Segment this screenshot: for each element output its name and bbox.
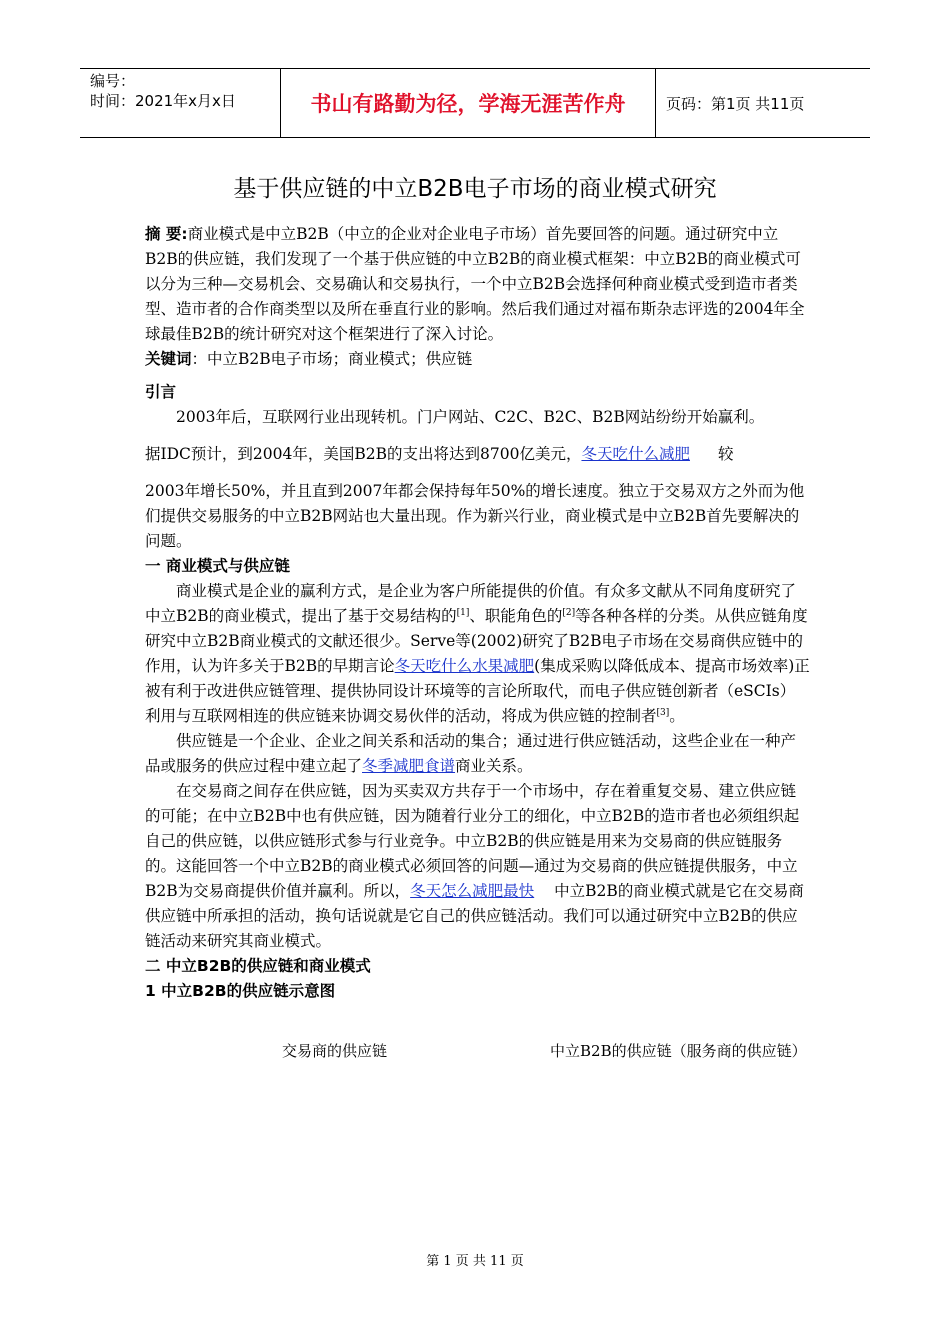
number-label: 编号：	[90, 72, 136, 90]
section1-paragraph-2	[145, 729, 810, 779]
keywords	[145, 347, 810, 372]
ref-3: [3]	[656, 707, 670, 718]
intro-heading: 引言	[145, 383, 177, 401]
diagram-label-b2b-chain: 中立B2B的供应链（服务商的供应链）	[550, 1042, 807, 1060]
ref-2: [2]	[562, 607, 576, 618]
ref-1: [1]	[456, 607, 470, 618]
diagram-label-trader-chain: 交易商的供应链	[282, 1042, 388, 1060]
document-title: 基于供应链的中立B2B电子市场的商业模式研究	[233, 176, 717, 202]
s1p3-b: 中立B2B的商业模式就是它在交易商供应链中所承担的活动，换句话说就是它自己的供应链活动。我们可以通过研究中立B2B的供应链活动来研究其商业模式。	[145, 882, 804, 950]
link-winter-fast-diet[interactable]: 冬天怎么减肥最快	[410, 882, 535, 900]
header-left	[80, 69, 280, 137]
abstract	[145, 222, 810, 347]
intro-paragraph-2	[145, 442, 810, 467]
keywords-label: 关键词	[145, 350, 192, 368]
s1p1-b: 、职能角色的	[469, 607, 563, 625]
s1p3-a: 在交易商之间存在供应链，因为买卖双方共存于一个市场中，存在着重复交易、建立供应链的可能；在中立B2B中也有供应链，因为随着行业分工的细化，中立B2B的造市者也必须组织起自己的供应链，以供应链形式参与行业竞争。中立B2B的供应链是用来为交易商的供应链服务的。这能回答一个中立B2B的商业模式必须回答的问题—通过为交易商的供应链提供服务，中立B2B为交易商提供价值并赢利。所以，	[145, 782, 800, 900]
motto: 书山有路勤为径，学海无涯苦作舟	[280, 69, 656, 137]
intro-paragraph-1: 2003年后，互联网行业出现转机。门户网站、C2C、B2C、B2B网站纷纷开始赢利。	[176, 408, 765, 426]
intro-paragraph-3: 2003年增长50%，并且直到2007年都会保持每年50%的增长速度。独立于交易双方之外而为他们提供交易服务的中立B2B网站也大量出现。作为新兴行业，商业模式是中立B2B首先要解决的问题。	[145, 482, 805, 550]
section2-heading: 二 中立B2B的供应链和商业模式	[145, 957, 371, 975]
document-body	[145, 222, 810, 1004]
link-winter-recipe[interactable]: 冬季减肥食谱	[362, 757, 456, 775]
s1p1-c: 等各种各样的分类。从供应链角度研究中立B2B商业模式的文献还很少。Serve等(2002)研究了B2B电子市场在交易商供应链中的作用，认为许多关于B2B的早期言论	[145, 607, 808, 675]
page-footer: 第 1 页 共 11 页	[426, 1254, 524, 1269]
date-label: 时间：2021年x月x日	[90, 92, 236, 110]
link-winter-fruit-diet[interactable]: 冬天吃什么水果减肥	[394, 657, 535, 675]
page-header	[80, 68, 870, 138]
intro-p2-tail: 较	[717, 445, 734, 463]
link-winter-diet[interactable]: 冬天吃什么减肥	[581, 445, 690, 463]
section2-sub1-heading: 1 中立B2B的供应链示意图	[145, 982, 336, 1000]
s1p2-b: 商业关系。	[455, 757, 533, 775]
s1p2-a: 供应链是一个企业、企业之间关系和活动的集合；通过进行供应链活动，这些企业在一种产品或服务的供应过程中建立起了	[145, 732, 797, 775]
abstract-text: 商业模式是中立B2B（中立的企业对企业电子市场）首先要回答的问题。通过研究中立B2B的供应链，我们发现了一个基于供应链的中立B2B的商业模式框架：中立B2B的商业模式可以分为三种—交易机会、交易确认和交易执行，一个中立B2B会选择何种商业模式受到造市者类型、造市者的合作商类型以及所在垂直行业的影响。然后我们通过对福布斯杂志评选的2004年全球最佳B2B的统计研究对这个框架进行了深入讨论。	[145, 225, 805, 343]
s1p1-d: (集成采购以降低成本、提高市场效率)正被有利于改进供应链管理、提供协同设计环境等的言论所取代，而电子供应链创新者（eSCIs）利用与互联网相连的供应链来协调交易伙伴的活动，将成为供应链的控制者	[145, 657, 810, 725]
section1-paragraph-1	[145, 579, 810, 729]
section1-paragraph-3	[145, 779, 810, 954]
keywords-text: ：中立B2B电子市场；商业模式；供应链	[191, 350, 473, 368]
section1-heading: 一 商业模式与供应链	[145, 557, 290, 575]
s1p1-e: 。	[669, 707, 685, 725]
intro-p2-text: 据IDC预计，到2004年，美国B2B的支出将达到8700亿美元，	[145, 445, 582, 463]
s1p1-a: 商业模式是企业的赢利方式，是企业为客户所能提供的价值。有众多文献从不同角度研究了中立B2B的商业模式，提出了基于交易结构的	[145, 582, 797, 625]
abstract-label: 摘 要:	[145, 225, 188, 243]
page-info: 页码：第1页 共11页	[666, 94, 805, 113]
